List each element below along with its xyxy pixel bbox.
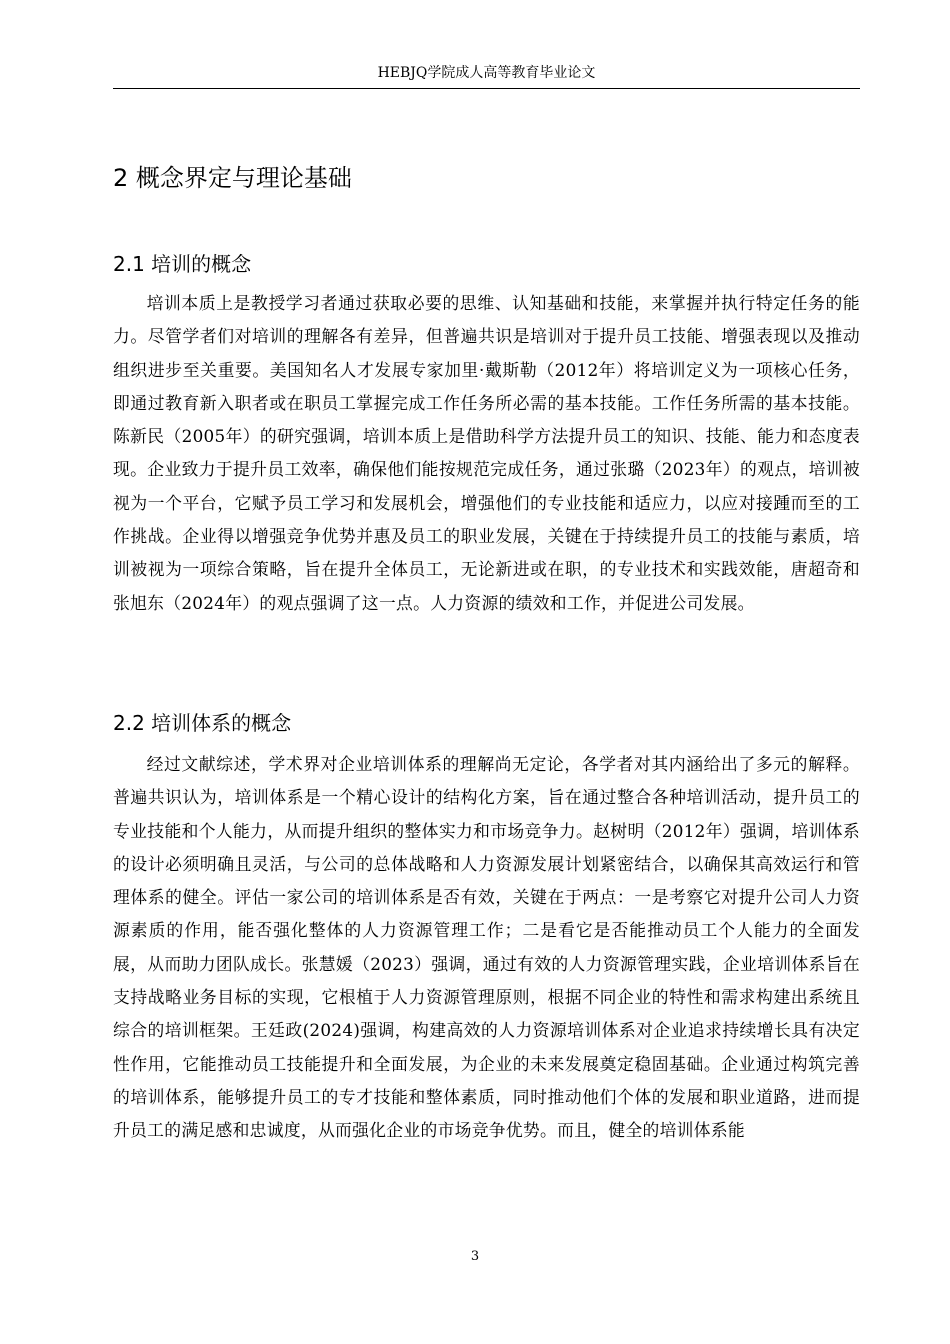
chapter-title: 2 概念界定与理论基础	[113, 164, 352, 192]
page-header: HEBJQ学院成人高等教育毕业论文	[377, 65, 596, 81]
section-title-2-2: 2.2 培训体系的概念	[113, 711, 292, 735]
section-2-2-paragraph: 经过文献综述，学术界对企业培训体系的理解尚无定论，各学者对其内涵给出了多元的解释。普遍共识认为，培训体系是一个精心设计的结构化方案，旨在通过整合各种培训活动，提升员工的专业技能和个人能力，从而提升组织的整体实力和市场竞争力。赵树明（2012年）强调，培训体系的设计必须明确且灵活，与公司的总体战略和人力资源发展计划紧密结合，以确保其高效运行和管理体系的健全。评估一家公司的培训体系是否有效，关键在于两点：一是考察它对提升公司人力资源素质的作用，能否强化整体的人力资源管理工作；二是看它是否能推动员工个人能力的全面发展，从而助力团队成长。张慧媛（2023）强调，通过有效的人力资源管理实践，企业培训体系旨在支持战略业务目标的实现，它根植于人力资源管理原则，根据不同企业的特性和需求构建出系统且综合的培训框架。王廷政(2024)强调，构建高效的人力资源培训体系对企业追求持续增长具有决定性作用，它能推动员工技能提升和全面发展，为企业的未来发展奠定稳固基础。企业通过构筑完善的培训体系，能够提升员工的专才技能和整体素质，同时推动他们个体的发展和职业道路，进而提升员工的满足感和忠诚度，从而强化企业的市场竞争优势。而且，健全的培训体系能	[113, 754, 860, 1141]
page-number: 3	[470, 1249, 480, 1264]
header-rule	[113, 88, 860, 89]
section-2-1-paragraph: 培训本质上是教授学习者通过获取必要的思维、认知基础和技能，来掌握并执行特定任务的能力。尽管学者们对培训的理解各有差异，但普遍共识是培训对于提升员工技能、增强表现以及推动组织进步至关重要。美国知名人才发展专家加里·戴斯勒（2012年）将培训定义为一项核心任务，即通过教育新入职者或在职员工掌握完成工作任务所必需的基本技能。工作任务所需的基本技能。陈新民（2005年）的研究强调，培训本质上是借助科学方法提升员工的知识、技能、能力和态度表现。企业致力于提升员工效率，确保他们能按规范完成任务，通过张璐（2023年）的观点，培训被视为一个平台，它赋予员工学习和发展机会，增强他们的专业技能和适应力，以应对接踵而至的工作挑战。企业得以增强竞争优势并惠及员工的职业发展，关键在于持续提升员工的技能与素质，培训被视为一项综合策略，旨在提升全体员工，无论新进或在职，的专业技术和实践效能，唐超奇和张旭东（2024年）的观点强调了这一点。人力资源的绩效和工作，并促进公司发展。	[113, 293, 860, 613]
section-title-2-1: 2.1 培训的概念	[113, 252, 252, 276]
